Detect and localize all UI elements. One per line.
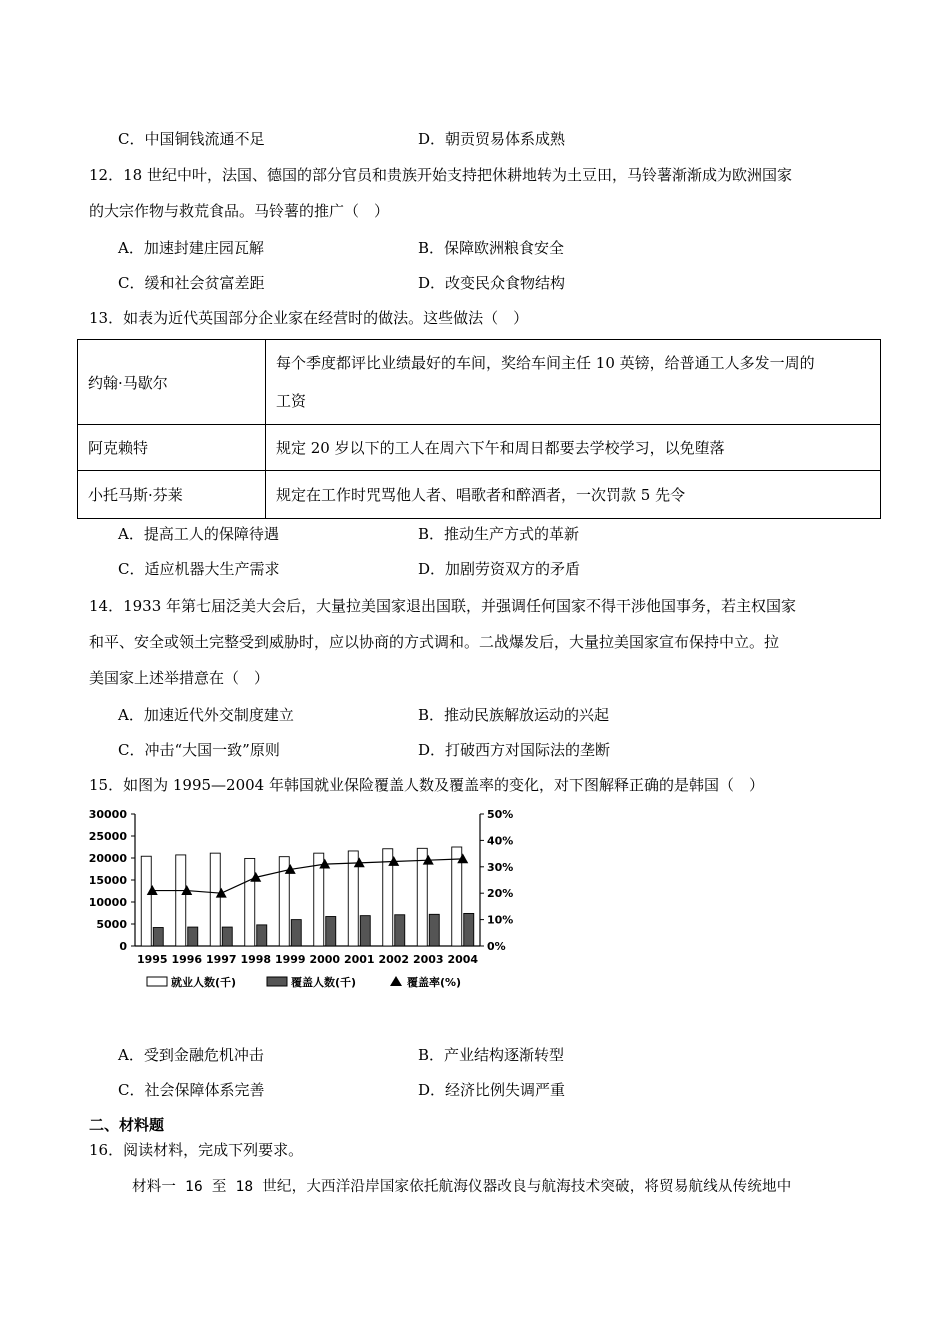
legend-employment-label: 就业人数(千) xyxy=(171,976,237,989)
q12-option-b: B．保障欧洲粮食安全 xyxy=(418,239,565,257)
q12-stem-line2: 的大宗作物与救荒食品。马铃薯的推广（ ） xyxy=(89,202,390,220)
q15-option-d: D．经济比例失调严重 xyxy=(418,1081,566,1099)
q12-stem-line1: 12．18 世纪中叶，法国、德国的部分官员和贵族开始支持把休耕地转为土豆田，马铃薯渐渐成为欧洲国家 xyxy=(89,166,792,184)
right-tick-label: 50% xyxy=(487,808,514,821)
q13-option-a: A．提高工人的保障待遇 xyxy=(118,525,279,543)
q14-stem-line1: 14．1933 年第七届泛美大会后，大量拉美国家退出国联，并强调任何国家不得干涉他国事务，若主权国家 xyxy=(89,597,797,615)
legend-rate-marker xyxy=(390,976,402,986)
table-cell-name: 阿克赖特 xyxy=(78,425,266,471)
q11-option-d: D．朝贡贸易体系成熟 xyxy=(418,130,566,148)
bar-covered-1997 xyxy=(222,927,232,946)
bar-covered-2000 xyxy=(326,917,336,946)
bar-covered-1998 xyxy=(257,925,267,946)
q16-material1: 材料一 16 至 18 世纪，大西洋沿岸国家依托航海仪器改良与航海技术突破，将贸易航线从传统地中 xyxy=(132,1179,792,1195)
left-tick-label: 25000 xyxy=(88,830,127,843)
table-cell-practice xyxy=(266,340,881,425)
bar-employment-1998 xyxy=(245,858,255,946)
x-tick-label: 1996 xyxy=(171,953,203,966)
q15-option-b: B．产业结构逐渐转型 xyxy=(418,1046,565,1064)
x-tick-label: 1995 xyxy=(136,953,168,966)
legend-rate-label: 覆盖率(%) xyxy=(407,976,462,989)
q13-option-d: D．加剧劳资双方的矛盾 xyxy=(418,560,581,578)
legend-covered-swatch xyxy=(267,977,287,986)
x-tick-label: 2001 xyxy=(343,953,375,966)
table-row xyxy=(78,471,881,519)
left-tick-label: 20000 xyxy=(88,852,127,865)
left-tick-label: 30000 xyxy=(88,808,127,821)
q15-option-a: A．受到金融危机冲击 xyxy=(118,1046,264,1064)
x-tick-label: 2000 xyxy=(309,953,341,966)
q14-option-b: B．推动民族解放运动的兴起 xyxy=(418,706,610,724)
x-tick-label: 2004 xyxy=(447,953,479,966)
right-tick-label: 0% xyxy=(487,940,506,953)
table-row xyxy=(78,340,881,425)
q12-option-d: D．改变民众食物结构 xyxy=(418,274,566,292)
table-cell-practice: 规定 20 岁以下的工人在周六下午和周日都要去学校学习，以免堕落 xyxy=(266,425,881,471)
bar-employment-1995 xyxy=(141,856,151,946)
q13-option-c: C．适应机器大生产需求 xyxy=(118,560,280,578)
left-tick-label: 15000 xyxy=(88,874,127,887)
x-tick-label: 1998 xyxy=(240,953,272,966)
section-title: 二、材料题 xyxy=(89,1116,165,1134)
q14-stem-line3: 美国家上述举措意在（ ） xyxy=(89,669,270,687)
bar-covered-2002 xyxy=(395,915,405,946)
bar-covered-2001 xyxy=(360,916,370,946)
x-tick-label: 2002 xyxy=(378,953,410,966)
practice-line2: 工资 xyxy=(276,392,307,410)
table-cell-name: 约翰·马歇尔 xyxy=(78,340,266,425)
right-tick-label: 20% xyxy=(487,887,514,901)
x-tick-label: 1999 xyxy=(274,953,306,966)
x-tick-label: 1997 xyxy=(205,953,237,966)
right-tick-label: 40% xyxy=(487,834,514,848)
q14-option-a: A．加速近代外交制度建立 xyxy=(118,706,294,724)
practice-line1: 每个季度都评比业绩最好的车间，奖给车间主任 10 英镑，给普通工人多发一周的 xyxy=(276,354,815,372)
right-tick-label: 10% xyxy=(487,913,514,927)
bar-covered-2004 xyxy=(464,913,474,946)
q16-stem: 16．阅读材料，完成下列要求。 xyxy=(89,1141,304,1159)
q15-chart xyxy=(85,800,525,1000)
left-tick-label: 10000 xyxy=(88,896,127,909)
bar-covered-2003 xyxy=(429,914,439,946)
right-tick-label: 30% xyxy=(487,860,514,874)
left-tick-label: 0 xyxy=(119,940,127,953)
table-cell-name: 小托马斯·芬莱 xyxy=(78,471,266,519)
legend-covered-label: 覆盖人数(千) xyxy=(291,976,357,989)
left-tick-label: 5000 xyxy=(96,918,127,931)
coverage-rate-line xyxy=(152,859,463,893)
q13-option-b: B．推动生产方式的革新 xyxy=(418,525,580,543)
q13-table xyxy=(77,339,881,519)
table-row xyxy=(78,425,881,471)
bar-covered-1996 xyxy=(188,927,198,946)
q14-option-d: D．打破西方对国际法的垄断 xyxy=(418,741,611,759)
bar-employment-1997 xyxy=(210,853,220,946)
q14-stem-line2: 和平、安全或领土完整受到威胁时，应以协商的方式调和。二战爆发后，大量拉美国家宣布保持中立。拉 xyxy=(89,633,780,651)
bar-covered-1995 xyxy=(153,928,163,946)
q15-stem: 15．如图为 1995—2004 年韩国就业保险覆盖人数及覆盖率的变化，对下图解释正确的是韩国（ ） xyxy=(89,776,764,794)
q12-option-c: C．缓和社会贫富差距 xyxy=(118,274,265,292)
q15-option-c: C．社会保障体系完善 xyxy=(118,1081,265,1099)
table-cell-practice: 规定在工作时咒骂他人者、唱歌者和醉酒者，一次罚款 5 先令 xyxy=(266,471,881,519)
legend-employment-swatch xyxy=(147,977,167,986)
x-tick-label: 2003 xyxy=(412,953,444,966)
q14-option-c: C．冲击“大国一致”原则 xyxy=(118,741,280,759)
q13-stem: 13．如表为近代英国部分企业家在经营时的做法。这些做法（ ） xyxy=(89,309,529,327)
q11-option-c: C．中国铜钱流通不足 xyxy=(118,130,265,148)
bar-employment-1996 xyxy=(176,855,186,946)
q12-option-a: A．加速封建庄园瓦解 xyxy=(118,239,264,257)
bar-covered-1999 xyxy=(291,920,301,946)
